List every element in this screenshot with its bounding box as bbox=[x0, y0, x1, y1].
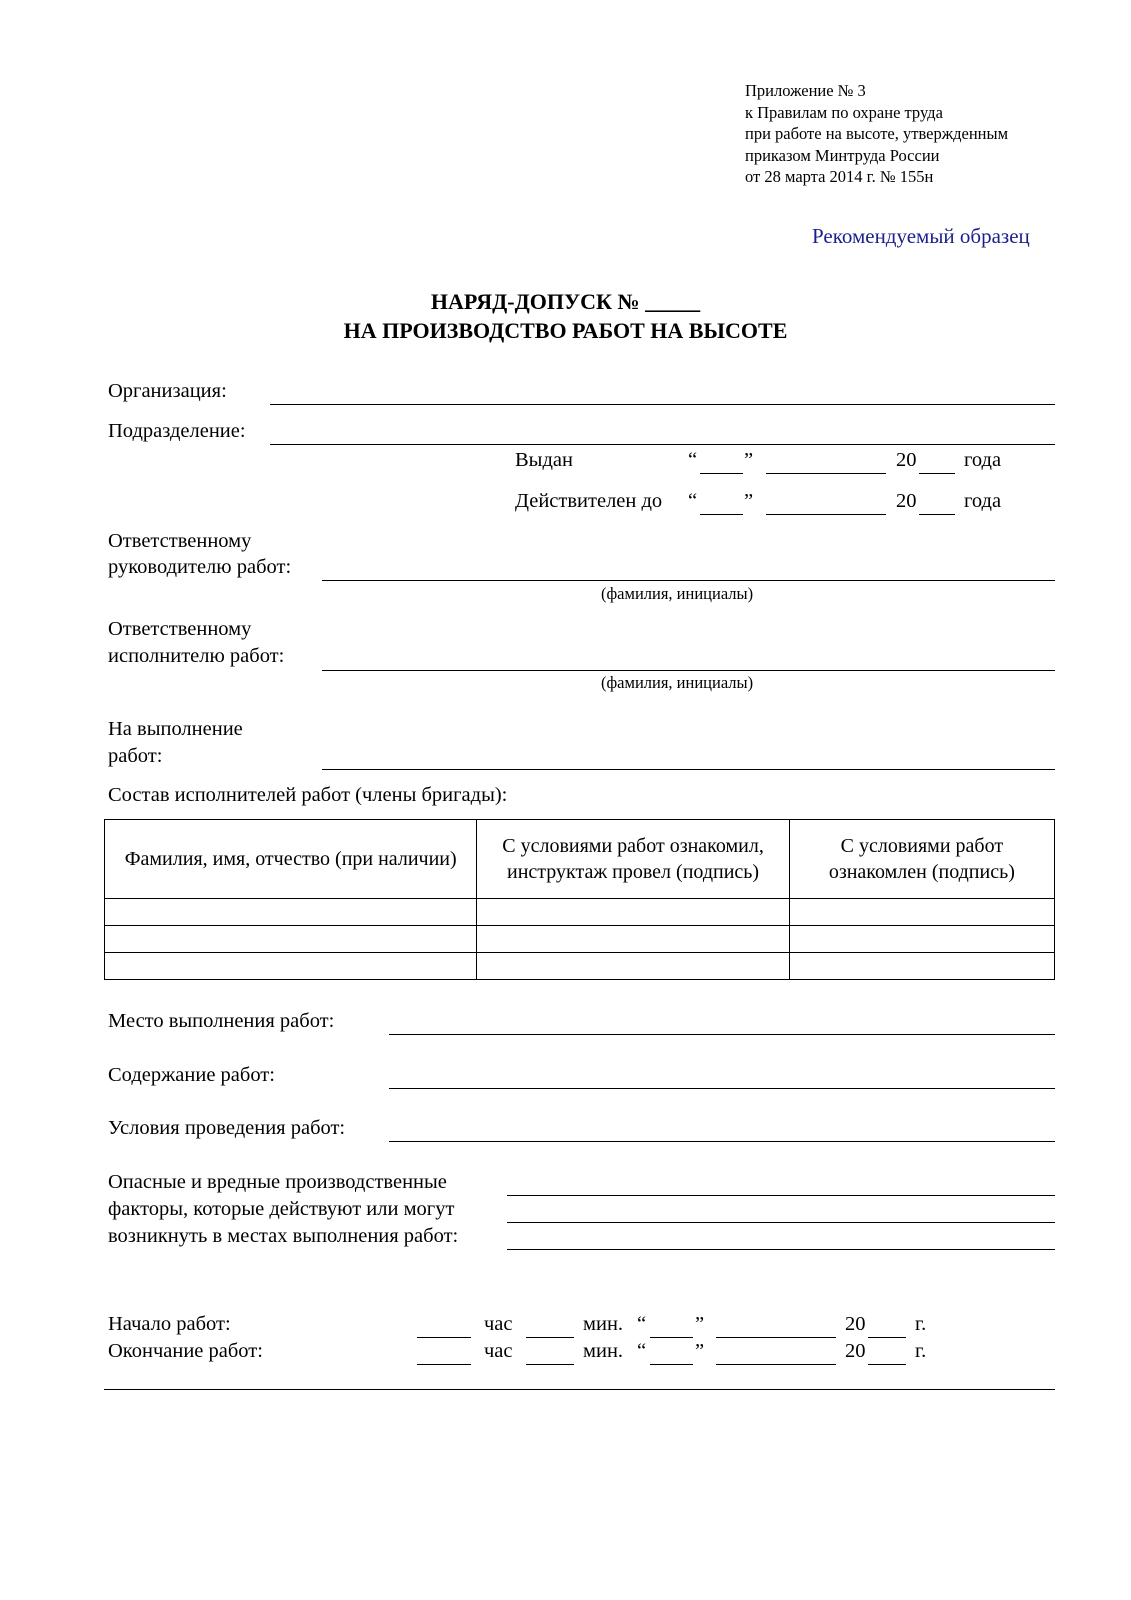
manager-label-2: руководителю работ: bbox=[108, 556, 292, 578]
work-content-field[interactable] bbox=[389, 1088, 1055, 1089]
valid-day-field[interactable] bbox=[700, 514, 743, 515]
end-day-field[interactable] bbox=[650, 1364, 693, 1365]
executor-name-hint: (фамилия, инициалы) bbox=[601, 673, 754, 692]
start-minute-field[interactable] bbox=[526, 1337, 574, 1338]
issued-day-field[interactable] bbox=[700, 473, 743, 474]
valid-until-label: Действителен до bbox=[515, 490, 663, 512]
table-row bbox=[105, 926, 1055, 953]
start-month-field[interactable] bbox=[716, 1337, 836, 1338]
end-minute-field[interactable] bbox=[526, 1364, 574, 1365]
open-quote: “ bbox=[637, 1313, 647, 1335]
valid-month-field[interactable] bbox=[766, 514, 886, 515]
issued-month-field[interactable] bbox=[766, 473, 886, 474]
crew-cell-instructor-signature[interactable] bbox=[477, 899, 789, 926]
crew-cell-name[interactable] bbox=[105, 953, 477, 980]
crew-cell-member-signature[interactable] bbox=[789, 953, 1054, 980]
organization-label: Организация: bbox=[108, 380, 227, 402]
end-hour-field[interactable] bbox=[417, 1364, 471, 1365]
appendix-line-3: при работе на высоте, утвержденным bbox=[745, 124, 1009, 143]
appendix-line-1: Приложение № 3 bbox=[745, 81, 866, 100]
hazards-field-1[interactable] bbox=[507, 1195, 1055, 1196]
year-word: года bbox=[964, 490, 1002, 512]
end-year-field[interactable] bbox=[868, 1364, 906, 1365]
open-quote: “ bbox=[688, 449, 698, 471]
minute-label: мин. bbox=[583, 1313, 624, 1335]
hazards-field-2[interactable] bbox=[507, 1222, 1055, 1223]
work-conditions-label: Условия проведения работ: bbox=[108, 1117, 346, 1139]
start-label: Начало работ: bbox=[108, 1313, 231, 1335]
year-prefix: 20 bbox=[896, 490, 917, 512]
appendix-note bbox=[745, 80, 1008, 188]
manager-field[interactable] bbox=[322, 580, 1055, 581]
crew-cell-instructor-signature[interactable] bbox=[477, 926, 789, 953]
executor-label-1: Ответственному bbox=[108, 618, 252, 640]
year-prefix: 20 bbox=[845, 1340, 866, 1362]
hazards-field-3[interactable] bbox=[507, 1249, 1055, 1250]
start-hour-field[interactable] bbox=[417, 1337, 471, 1338]
manager-label-1: Ответственному bbox=[108, 530, 252, 552]
valid-year-field[interactable] bbox=[919, 514, 955, 515]
recommended-sample-label: Рекомендуемый образец bbox=[812, 224, 1030, 248]
document-title: НАРЯД-ДОПУСК № _____ bbox=[430, 289, 701, 314]
close-quote: ” bbox=[744, 490, 754, 512]
document-subtitle: НА ПРОИЗВОДСТВО РАБОТ НА ВЫСОТЕ bbox=[343, 318, 788, 343]
crew-table bbox=[104, 819, 1055, 980]
end-month-field[interactable] bbox=[716, 1364, 836, 1365]
crew-title: Состав исполнителей работ (члены бригады): bbox=[108, 784, 508, 806]
manager-name-hint: (фамилия, инициалы) bbox=[601, 584, 754, 603]
crew-table-header bbox=[105, 820, 1055, 899]
work-content-label: Содержание работ: bbox=[108, 1064, 275, 1086]
crew-cell-member-signature[interactable] bbox=[789, 926, 1054, 953]
hazards-label-3: возникнуть в местах выполнения работ: bbox=[108, 1225, 459, 1247]
work-place-label: Место выполнения работ: bbox=[108, 1010, 335, 1032]
crew-col-name: Фамилия, имя, отчество (при наличии) bbox=[105, 820, 477, 899]
start-day-field[interactable] bbox=[650, 1337, 693, 1338]
table-row bbox=[105, 899, 1055, 926]
close-quote: ” bbox=[695, 1340, 705, 1362]
close-quote: ” bbox=[744, 449, 754, 471]
work-place-field[interactable] bbox=[389, 1034, 1055, 1035]
executor-field[interactable] bbox=[322, 670, 1055, 671]
subdivision-label: Подразделение: bbox=[108, 420, 246, 442]
appendix-line-2: к Правилам по охране труда bbox=[745, 102, 943, 122]
appendix-line-5: от 28 марта 2014 г. № 155н bbox=[745, 167, 934, 186]
year-abbr: г. bbox=[915, 1313, 927, 1335]
hazards-label-1: Опасные и вредные производственные bbox=[108, 1171, 447, 1193]
crew-col-acknowledged: С условиями работ ознакомлен (подпись) bbox=[789, 820, 1054, 899]
year-word: года bbox=[964, 449, 1002, 471]
hazards-label-2: факторы, которые действуют или могут bbox=[108, 1198, 455, 1220]
crew-cell-member-signature[interactable] bbox=[789, 899, 1054, 926]
appendix-line-4: приказом Минтруда России bbox=[745, 145, 940, 165]
task-field[interactable] bbox=[322, 769, 1055, 770]
crew-cell-name[interactable] bbox=[105, 899, 477, 926]
issued-year-field[interactable] bbox=[919, 473, 955, 474]
issued-label: Выдан bbox=[515, 449, 573, 471]
crew-cell-name[interactable] bbox=[105, 926, 477, 953]
crew-col-instructed-by: С условиями работ ознакомил, инструктаж провел (подпись) bbox=[477, 820, 789, 899]
minute-label: мин. bbox=[583, 1340, 624, 1362]
hour-label: час bbox=[484, 1340, 513, 1362]
subdivision-field[interactable] bbox=[270, 444, 1055, 445]
open-quote: “ bbox=[688, 490, 698, 512]
crew-cell-instructor-signature[interactable] bbox=[477, 953, 789, 980]
end-label: Окончание работ: bbox=[108, 1340, 263, 1362]
hour-label: час bbox=[484, 1313, 513, 1335]
bottom-divider bbox=[104, 1389, 1055, 1390]
year-prefix: 20 bbox=[845, 1313, 866, 1335]
open-quote: “ bbox=[637, 1340, 647, 1362]
work-conditions-field[interactable] bbox=[389, 1141, 1055, 1142]
year-abbr: г. bbox=[915, 1340, 927, 1362]
start-year-field[interactable] bbox=[868, 1337, 906, 1338]
executor-label-2: исполнителю работ: bbox=[108, 645, 285, 667]
task-label-1: На выполнение bbox=[108, 718, 243, 740]
year-prefix: 20 bbox=[896, 449, 917, 471]
close-quote: ” bbox=[695, 1313, 705, 1335]
organization-field[interactable] bbox=[270, 404, 1055, 405]
task-label-2: работ: bbox=[108, 745, 163, 767]
table-row bbox=[105, 953, 1055, 980]
